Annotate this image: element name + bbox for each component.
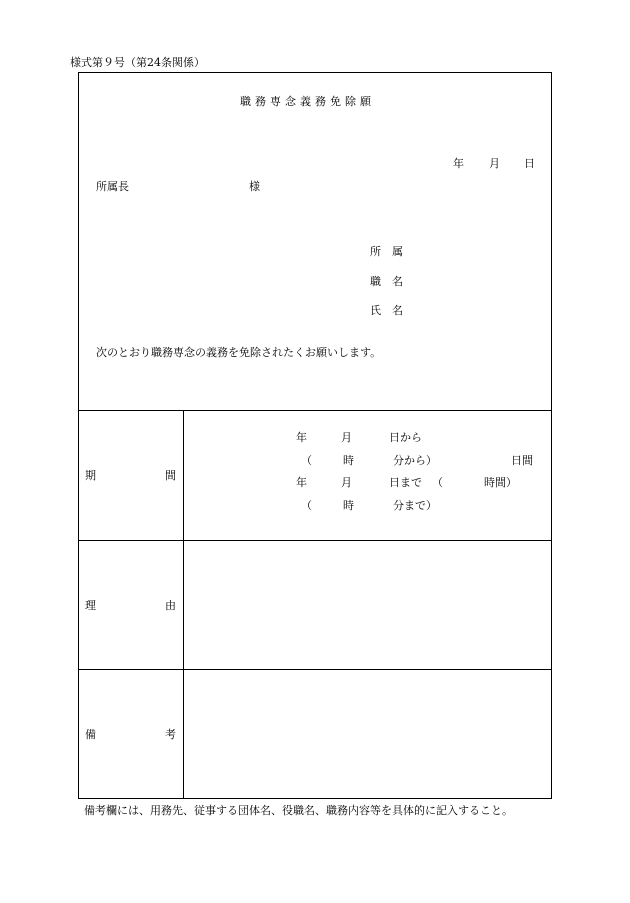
period-start-hour[interactable]: 時 bbox=[343, 454, 354, 467]
applicant-affiliation-label: 所 属 bbox=[370, 245, 403, 258]
period-start-minute[interactable]: 分から） bbox=[393, 454, 437, 467]
reason-label-right: 由 bbox=[165, 599, 176, 612]
period-end-minute[interactable]: 分まで） bbox=[393, 499, 437, 512]
remarks-label-right: 考 bbox=[165, 728, 176, 741]
form-title: 職務専念義務免除願 bbox=[240, 95, 375, 108]
reason-label-left: 理 bbox=[85, 599, 96, 612]
footnote: 備考欄には、用務先、従事する団体名、役職名、職務内容等を具体的に記入すること。 bbox=[84, 804, 513, 817]
addressee-honorific: 様 bbox=[249, 180, 260, 193]
period-end-hour[interactable]: 時 bbox=[343, 499, 354, 512]
form-number: 様式第９号（第24条関係） bbox=[70, 56, 205, 69]
date-month[interactable]: 月 bbox=[489, 157, 500, 170]
period-hours-paren: （ bbox=[432, 476, 443, 489]
period-end-month[interactable]: 月 bbox=[341, 476, 352, 489]
remarks-label-left: 備 bbox=[85, 728, 96, 741]
table-top-line bbox=[78, 410, 552, 411]
period-label-left: 期 bbox=[85, 469, 96, 482]
period-end-day[interactable]: 日まで bbox=[389, 476, 422, 489]
remarks-field[interactable] bbox=[185, 671, 551, 798]
period-start-paren: （ bbox=[301, 454, 312, 467]
period-days[interactable]: 日間 bbox=[511, 454, 533, 467]
period-start-year[interactable]: 年 bbox=[296, 431, 307, 444]
applicant-position-label: 職 名 bbox=[370, 275, 403, 288]
period-start-month[interactable]: 月 bbox=[341, 431, 352, 444]
period-start-day[interactable]: 日から bbox=[389, 431, 422, 444]
date-day[interactable]: 日 bbox=[524, 157, 535, 170]
reason-field[interactable] bbox=[185, 542, 551, 668]
request-text: 次のとおり職務専念の義務を免除されたくお願いします。 bbox=[96, 346, 382, 359]
label-column-divider bbox=[183, 410, 184, 799]
period-label-right: 間 bbox=[165, 469, 176, 482]
period-end-year[interactable]: 年 bbox=[296, 476, 307, 489]
addressee-label: 所属長 bbox=[96, 180, 129, 193]
period-hours[interactable]: 時間） bbox=[484, 476, 517, 489]
date-year[interactable]: 年 bbox=[453, 157, 464, 170]
period-end-paren: （ bbox=[301, 499, 312, 512]
row-divider-reason bbox=[78, 669, 552, 670]
applicant-name-label: 氏 名 bbox=[370, 304, 403, 317]
row-divider-period bbox=[78, 540, 552, 541]
